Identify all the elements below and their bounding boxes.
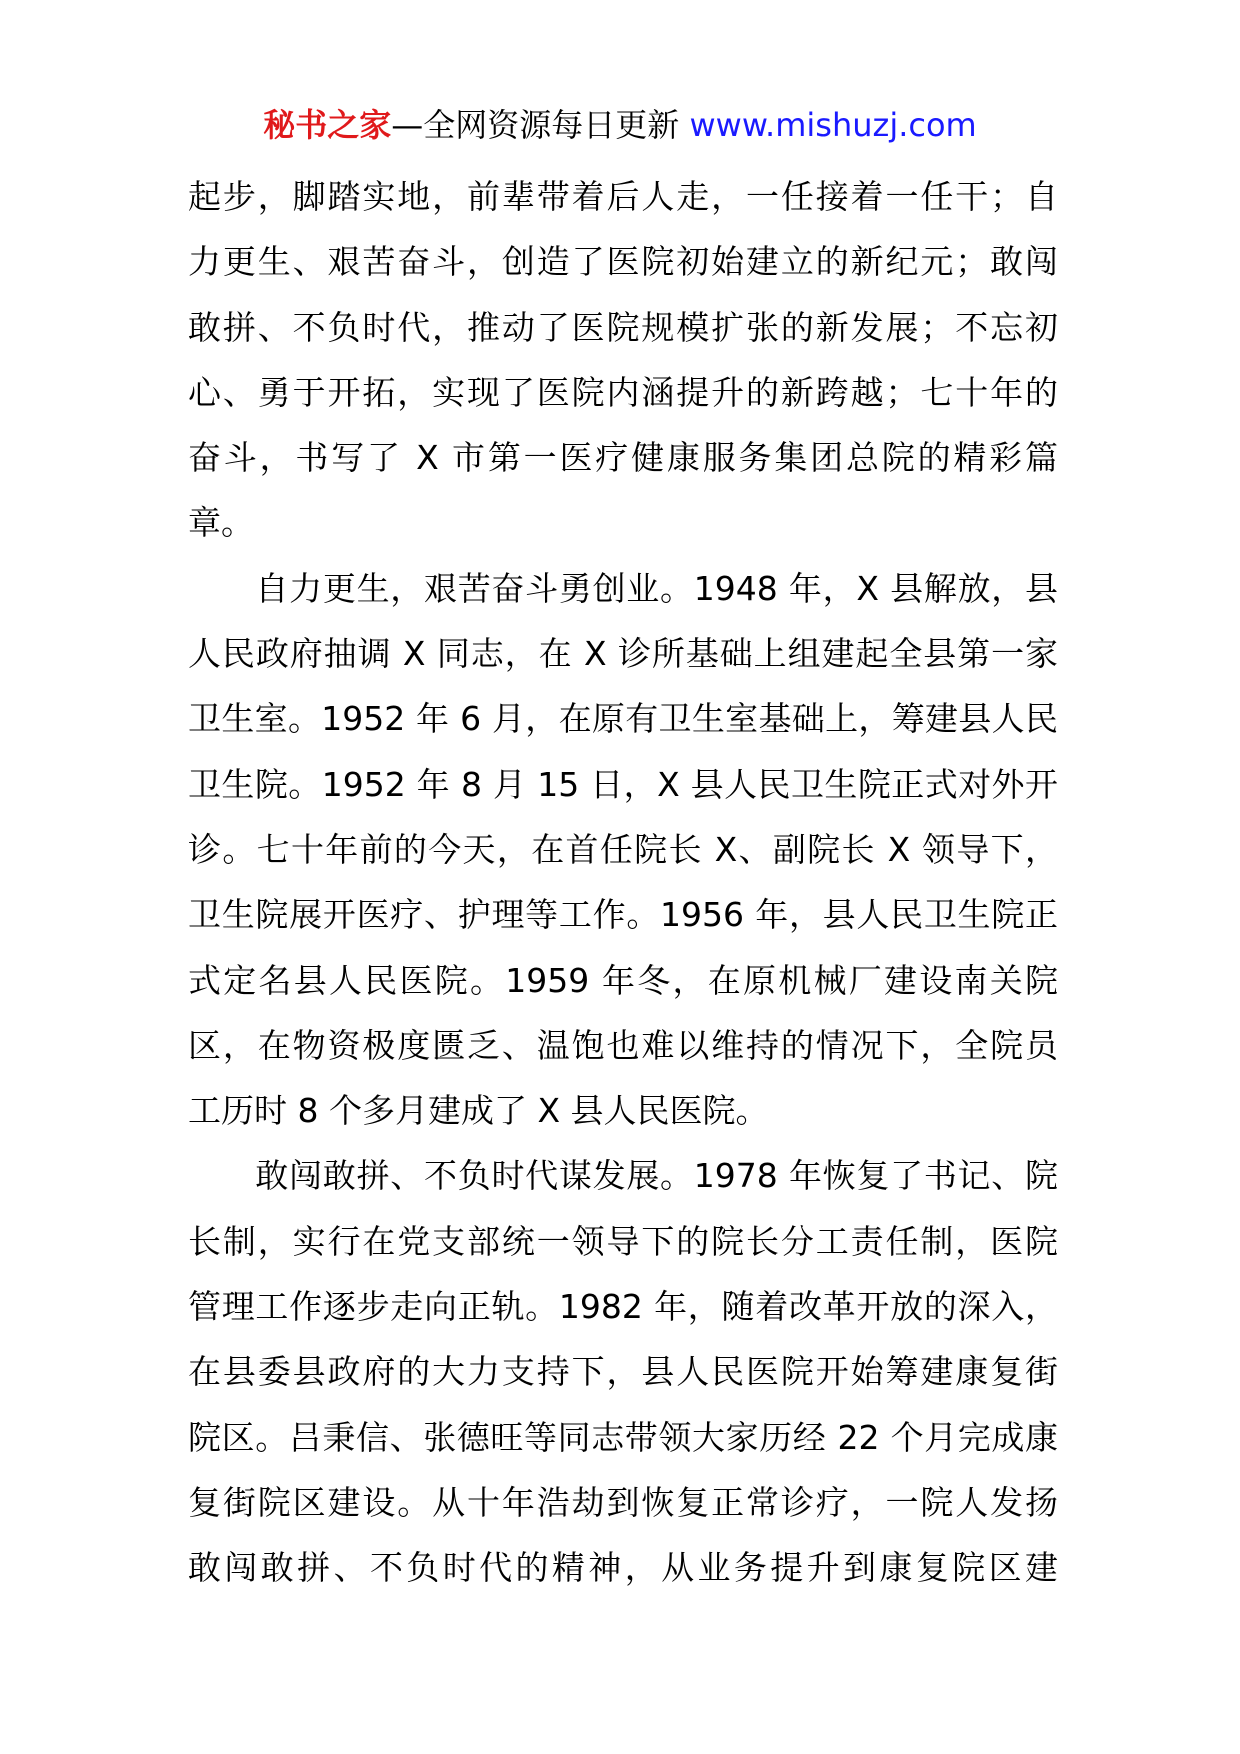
- document-body: [188, 164, 1058, 1601]
- text-line: 工历时 8 个多月建成了 X 县人民医院。: [188, 1091, 769, 1131]
- text-line: 卫生院展开医疗、护理等工作。1956 年，县人民卫生院正: [188, 895, 1058, 935]
- text-line: 长制，实行在党支部统一领导下的院长分工责任制，医院: [188, 1221, 1058, 1261]
- text-line: 卫生室。1952 年 6 月，在原有卫生室基础上，筹建县人民: [188, 699, 1058, 739]
- text-line: 力更生、艰苦奋斗，创造了医院初始建立的新纪元；敢闯: [188, 242, 1058, 282]
- text-line: 章。: [188, 503, 254, 543]
- text-line: 人民政府抽调 X 同志，在 X 诊所基础上组建起全县第一家: [188, 634, 1058, 674]
- brand-name: 秘书之家: [263, 106, 392, 144]
- text-line: 诊。七十年前的今天，在首任院长 X、副院长 X 领导下，: [188, 829, 1058, 869]
- text-line: 式定名县人民医院。1959 年冬，在原机械厂建设南关院: [188, 960, 1058, 1000]
- text-line: 管理工作逐步走向正轨。1982 年，随着改革开放的深入，: [188, 1287, 1058, 1327]
- text-line: 区，在物资极度匮乏、温饱也难以维持的情况下，全院员: [188, 1025, 1058, 1065]
- text-line: 卫生院。1952 年 8 月 15 日，X 县人民卫生院正式对外开: [188, 764, 1058, 804]
- site-url-link[interactable]: www.mishuzj.com: [689, 106, 977, 144]
- text-line: 敢闯敢拼、不负时代谋发展。1978 年恢复了书记、院: [188, 1156, 1058, 1196]
- text-line: 在县委县政府的大力支持下，县人民医院开始筹建康复街: [188, 1352, 1058, 1392]
- header-tagline: —全网资源每日更新: [391, 106, 690, 144]
- text-line: 起步，脚踏实地，前辈带着后人走，一任接着一任干；自: [188, 177, 1058, 216]
- text-line: 敢闯敢拼、不负时代的精神，从业务提升到康复院区建: [188, 1548, 1058, 1588]
- text-line: 心、勇于开拓，实现了医院内涵提升的新跨越；七十年的: [188, 372, 1058, 412]
- text-line: 院区。吕秉信、张德旺等同志带领大家历经 22 个月完成康: [188, 1417, 1058, 1457]
- text-line: 敢拼、不负时代，推动了医院规模扩张的新发展；不忘初: [188, 307, 1058, 347]
- page-header: [0, 103, 1240, 147]
- text-line: 复街院区建设。从十年浩劫到恢复正常诊疗，一院人发扬: [188, 1482, 1058, 1522]
- text-line: 奋斗，书写了 X 市第一医疗健康服务集团总院的精彩篇: [188, 438, 1058, 478]
- text-line: 自力更生，艰苦奋斗勇创业。1948 年，X 县解放，县: [188, 568, 1058, 608]
